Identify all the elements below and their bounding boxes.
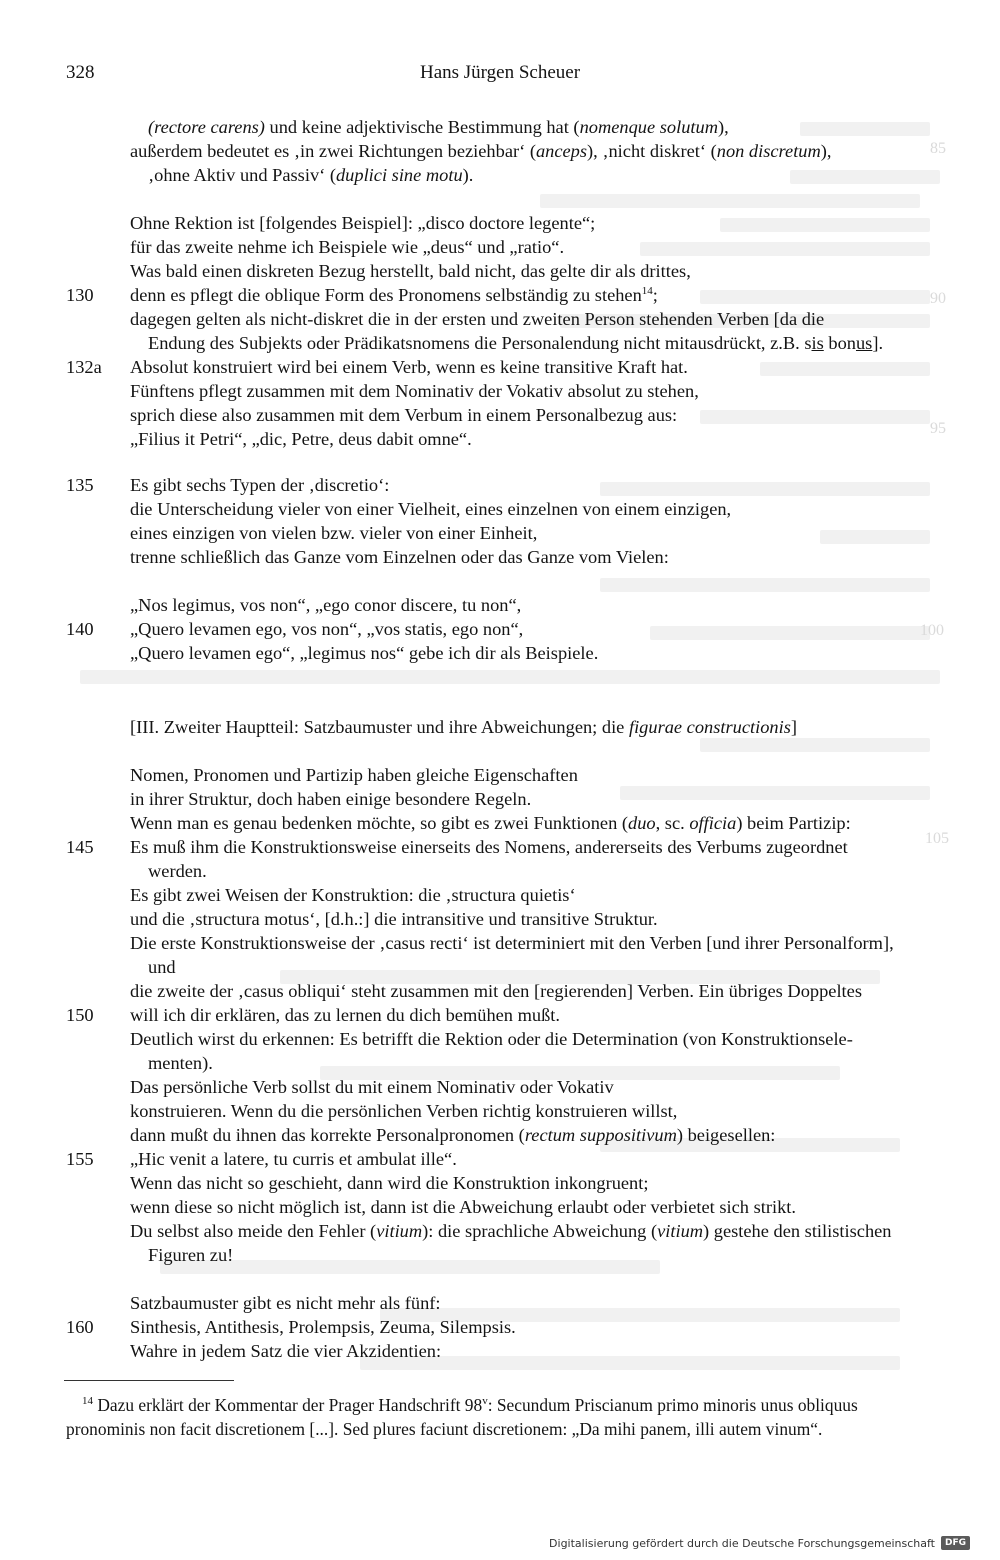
text-line: Was bald einen diskreten Bezug herstellt, bald nicht, das gelte dir als drittes,	[130, 261, 691, 281]
text-line: Wenn das nicht so geschieht, dann wird die Konstruktion inkongruent;	[130, 1173, 649, 1193]
text-line: die zweite der ‚casus obliqui‘ steht zusammen mit den [regierenden] Verben. Ein übriges Doppeltes	[130, 981, 862, 1001]
text-line: Deutlich wirst du erkennen: Es betrifft die Rektion oder die Determination (von Konstruktionsele-	[130, 1029, 853, 1049]
dfg-credit-text: Digitalisierung gefördert durch die Deutsche Forschungsgemeinschaft	[549, 1536, 935, 1550]
line-number: 145	[66, 837, 94, 857]
text-line: Ohne Rektion ist [folgendes Beispiel]: „disco doctore legente“;	[130, 213, 596, 233]
text-line: Es gibt zwei Weisen der Konstruktion: die ‚structura quietis‘	[130, 885, 576, 905]
text-line: „Filius it Petri“, „dic, Petre, deus dabit omne“.	[130, 429, 472, 449]
line-number: 140	[66, 619, 94, 639]
text-line: „Quero levamen ego, vos non“, „vos statis, ego non“,	[130, 619, 524, 639]
text-line: trenne schließlich das Ganze vom Einzelnen oder das Ganze vom Vielen:	[130, 547, 669, 567]
line-number: 132a	[66, 357, 102, 377]
text-line: konstruieren. Wenn du die persönlichen Verben richtig konstruieren willst,	[130, 1101, 678, 1121]
text-line: ‚ohne Aktiv und Passiv‘ (duplici sine motu).	[148, 165, 474, 185]
footnote-line: pronominis non facit discretionem [...]. Sed plures faciunt discretionem: „Da mihi panem, illi autem vinum“.	[66, 1419, 823, 1439]
line-number: 160	[66, 1317, 94, 1337]
dfg-credit	[549, 1536, 970, 1550]
text-line: Nomen, Pronomen und Partizip haben gleiche Eigenschaften	[130, 765, 578, 785]
text-line: werden.	[148, 861, 207, 881]
text-line: Das persönliche Verb sollst du mit einem Nominativ oder Vokativ	[130, 1077, 614, 1097]
text-line: „Hic venit a latere, tu curris et ambulat ille“.	[130, 1149, 457, 1169]
text-line: und	[148, 957, 176, 977]
text-line: die Unterscheidung vieler von einer Vielheit, eines einzelnen von einem einzigen,	[130, 499, 732, 519]
text-line: dann mußt du ihnen das korrekte Personalpronomen (rectum suppositivum) beigesellen:	[130, 1125, 776, 1145]
text-line: Es muß ihm die Konstruktionsweise einerseits des Nomens, andererseits des Verbums zugeordnet	[130, 837, 848, 857]
text-line: menten).	[148, 1053, 213, 1073]
page-number: 328	[66, 62, 95, 83]
text-line: Die erste Konstruktionsweise der ‚casus recti‘ ist determiniert mit den Verben [und ihrer Personalform],	[130, 933, 894, 953]
section-heading: [III. Zweiter Hauptteil: Satzbaumuster und ihre Abweichungen; die figurae constructionis]	[130, 717, 798, 737]
text-line: Du selbst also meide den Fehler (vitium): die sprachliche Abweichung (vitium) gestehe den stilistischen	[130, 1221, 892, 1241]
dfg-logo: DFG	[941, 1536, 970, 1550]
text-line: denn es pflegt die oblique Form des Pronomens selbständig zu stehen$^{14}$;	[130, 284, 658, 305]
text-line: Figuren zu!	[148, 1245, 234, 1265]
text-line: Sinthesis, Antithesis, Prolempsis, Zeuma, Silempsis.	[130, 1317, 516, 1337]
text-line: Es gibt sechs Typen der ‚discretio‘:	[130, 475, 390, 495]
line-number: 130	[66, 285, 94, 305]
text-line: (rectore carens) und keine adjektivische Bestimmung hat (nomenque solutum),	[148, 117, 729, 137]
text-line: dagegen gelten als nicht-diskret die in der ersten und zweiten Person stehenden Verben [da die	[130, 309, 825, 329]
text-line: „Nos legimus, vos non“, „ego conor discere, tu non“,	[130, 595, 522, 615]
text-line: wenn diese so nicht möglich ist, dann ist die Abweichung erlaubt oder verbietet sich strikt.	[130, 1197, 797, 1217]
text-line: Wenn man es genau bedenken möchte, so gibt es zwei Funktionen (duo, sc. officia) beim Partizip:	[130, 813, 851, 833]
text-line: will ich dir erklären, das zu lernen du dich bemühen mußt.	[130, 1005, 561, 1025]
line-number: 135	[66, 475, 94, 495]
bleed-through-background: 85 90 95 100 105	[0, 0, 1000, 1560]
text-line: in ihrer Struktur, doch haben einige besondere Regeln.	[130, 789, 532, 809]
text-line: „Quero levamen ego“, „legimus nos“ gebe ich dir als Beispiele.	[130, 643, 599, 663]
text-line: außerdem bedeutet es ‚in zwei Richtungen beziehbar‘ (anceps), ‚nicht diskret‘ (non discretum),	[130, 141, 832, 161]
text-line: und die ‚structura motus‘, [d.h.:] die intransitive und transitive Struktur.	[130, 909, 658, 929]
text-line: eines einzigen von vielen bzw. vieler von einer Einheit,	[130, 523, 538, 543]
running-head-author: Hans Jürgen Scheuer	[419, 62, 581, 83]
text-line: Endung des Subjekts oder Prädikatsnomens die Personalendung nicht mitausdrückt, z.B. sis bonus].	[148, 333, 884, 353]
footnote-line: $^{14}$ Dazu erklärt der Kommentar der Prager Handschrift 98$^v$: Secundum Priscianum primo minoris unus obliquus	[82, 1395, 858, 1415]
footnote-rule	[64, 1380, 234, 1381]
text-line: Satzbaumuster gibt es nicht mehr als fünf:	[130, 1293, 441, 1313]
text-line: Wahre in jedem Satz die vier Akzidentien:	[130, 1341, 442, 1361]
text-line: für das zweite nehme ich Beispiele wie „deus“ und „ratio“.	[130, 237, 565, 257]
line-number: 155	[66, 1149, 94, 1169]
text-line: Fünftens pflegt zusammen mit dem Nominativ der Vokativ absolut zu stehen,	[130, 381, 699, 401]
line-number: 150	[66, 1005, 94, 1025]
text-line: sprich diese also zusammen mit dem Verbum in einem Personalbezug aus:	[130, 405, 678, 425]
text-line: Absolut konstruiert wird bei einem Verb, wenn es keine transitive Kraft hat.	[130, 357, 688, 377]
